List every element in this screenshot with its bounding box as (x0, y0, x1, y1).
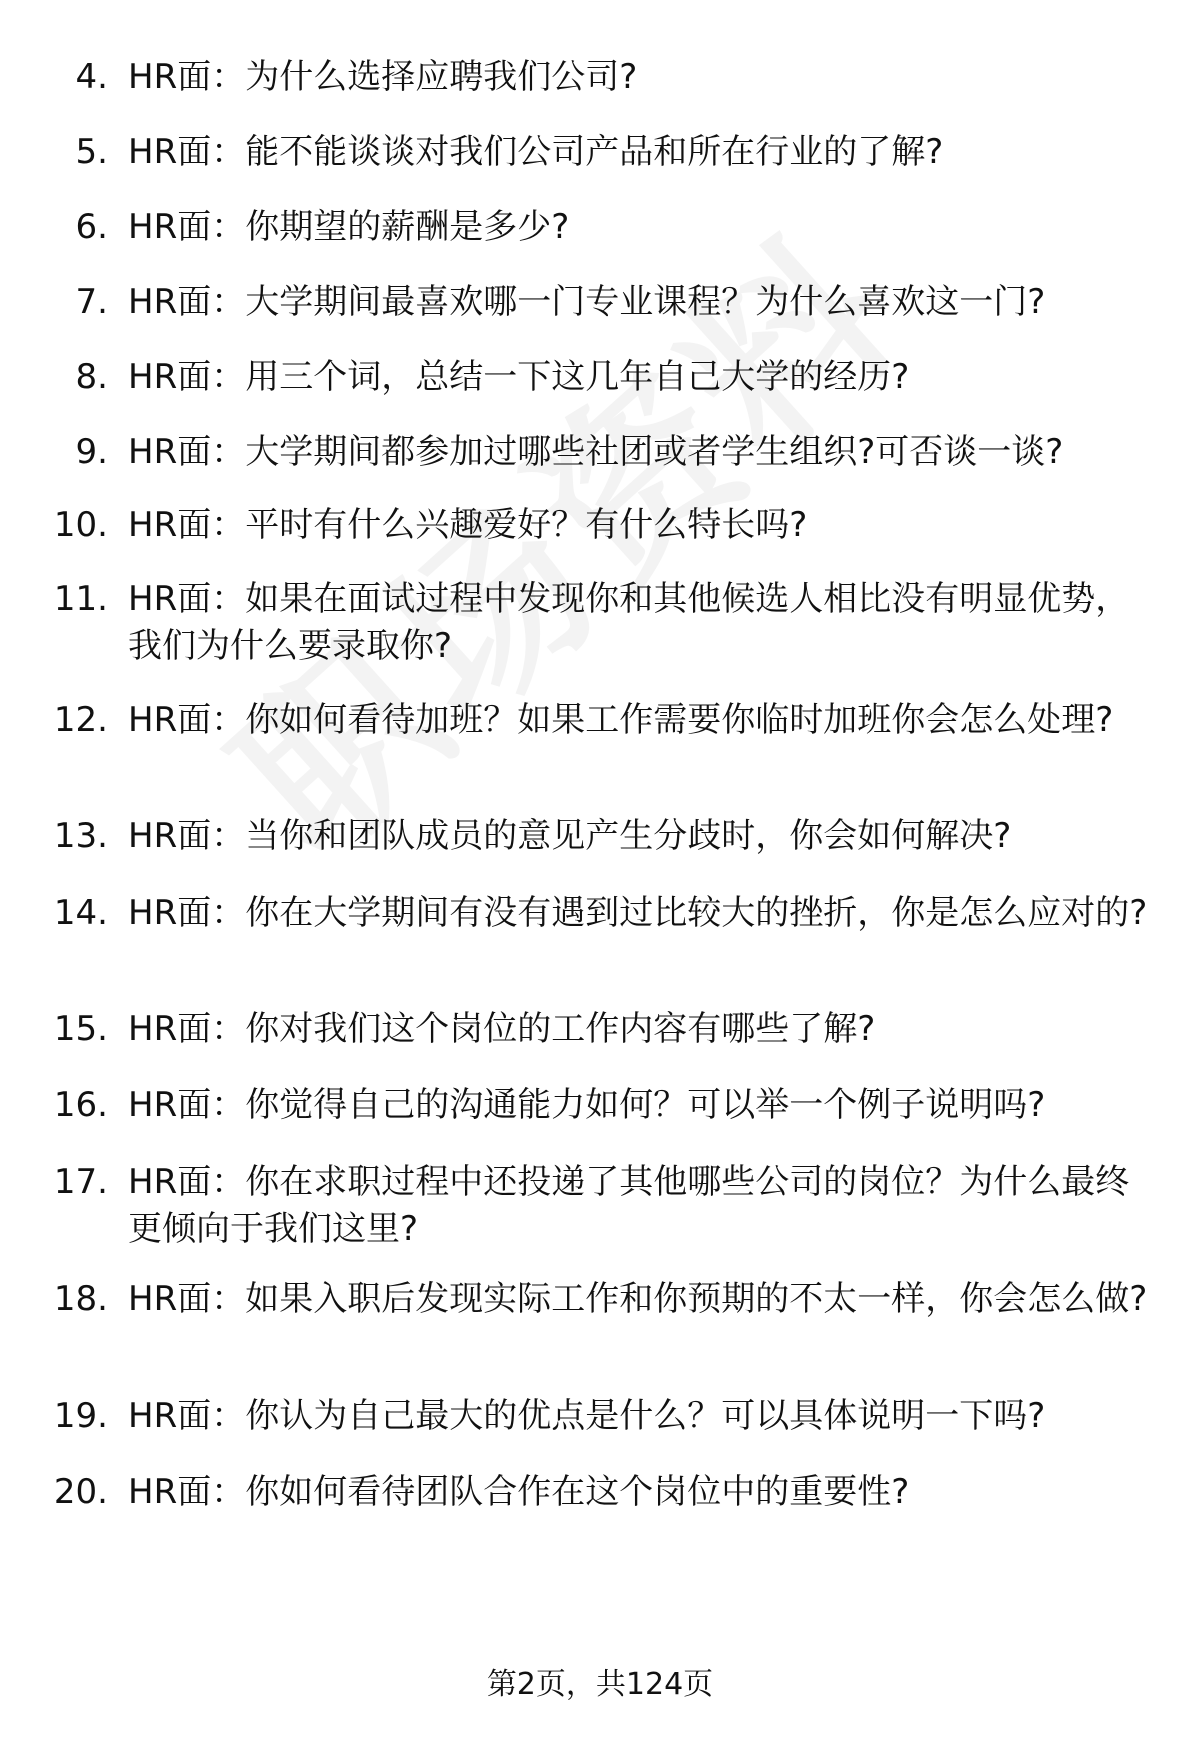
question-number: 17. (53, 1162, 108, 1202)
question-text: HR面：用三个词，总结一下这几年自己大学的经历? (128, 357, 910, 397)
question-number: 5. (75, 132, 108, 172)
question-number: 11. (53, 579, 108, 619)
question-text: HR面：能不能谈谈对我们公司产品和所在行业的了解? (128, 132, 944, 172)
question-number: 18. (53, 1279, 108, 1319)
question-text: HR面：你期望的薪酬是多少? (128, 207, 570, 247)
question-number: 7. (75, 282, 108, 322)
question-number: 15. (53, 1009, 108, 1049)
question-number: 16. (53, 1085, 108, 1125)
question-number: 9. (75, 432, 108, 472)
question-text: HR面：大学期间都参加过哪些社团或者学生组织?可否谈一谈? (128, 432, 1064, 472)
question-number: 13. (53, 816, 108, 856)
question-text: HR面：你认为自己最大的优点是什么？可以具体说明一下吗? (128, 1396, 1046, 1436)
question-text: HR面：你在大学期间有没有遇到过比较大的挫折，你是怎么应对的? (128, 893, 1148, 933)
question-text: HR面：如果入职后发现实际工作和你预期的不太一样，你会怎么做? (128, 1279, 1148, 1319)
question-text: HR面：大学期间最喜欢哪一门专业课程？为什么喜欢这一门? (128, 282, 1046, 322)
question-number: 14. (53, 893, 108, 933)
question-number: 20. (53, 1472, 108, 1512)
question-text: HR面：你如何看待加班？如果工作需要你临时加班你会怎么处理? (128, 700, 1114, 740)
question-number: 8. (75, 357, 108, 397)
question-number: 6. (75, 207, 108, 247)
question-text: HR面：如果在面试过程中发现你和其他候选人相比没有明显优势，我们为什么要录取你? (128, 579, 1130, 666)
question-number: 12. (53, 700, 108, 740)
page-footer: 第2页，共124页 (486, 1667, 714, 1702)
question-number: 10. (53, 505, 108, 545)
question-text: HR面：你对我们这个岗位的工作内容有哪些了解? (128, 1009, 876, 1049)
question-number: 19. (53, 1396, 108, 1436)
question-text: HR面：你在求职过程中还投递了其他哪些公司的岗位？为什么最终更倾向于我们这里? (128, 1162, 1130, 1249)
question-number: 4. (75, 57, 108, 97)
question-text: HR面：为什么选择应聘我们公司? (128, 57, 638, 97)
question-text: HR面：你如何看待团队合作在这个岗位中的重要性? (128, 1472, 910, 1512)
question-text: HR面：你觉得自己的沟通能力如何？可以举一个例子说明吗? (128, 1085, 1046, 1125)
question-text: HR面：平时有什么兴趣爱好？有什么特长吗? (128, 505, 808, 545)
question-text: HR面：当你和团队成员的意见产生分歧时，你会如何解决? (128, 816, 1012, 856)
